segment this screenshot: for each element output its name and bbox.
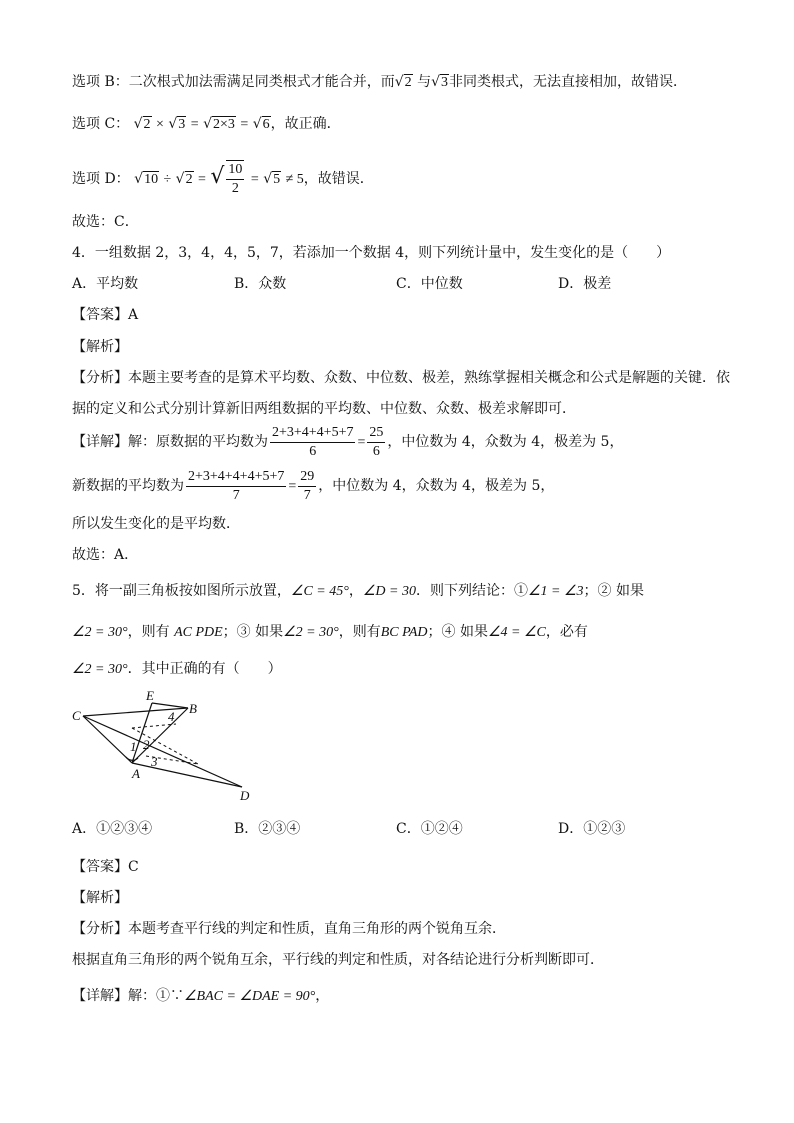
edge-c-d [83,716,242,787]
frac-den: 2 [226,179,244,198]
sqrt-fraction [226,160,244,198]
angle1-eq-angle3: ∠1 = ∠3 [527,584,584,599]
angle2-30-b: ∠2 = 30° [283,625,339,640]
q4-option-a: A．平均数 [72,276,139,292]
edge-e-b [152,703,188,708]
q5-note: 根据直角三角形的两个锐角互余，平行线的判定和性质，对各结论进行分析判断即可． [72,952,604,968]
frac-num: 10 [228,162,243,177]
q5-l2-d: ；④ 如果 [427,624,488,640]
fraction-old-mean [270,424,355,461]
select-c: 故选：C． [72,214,139,230]
q5-detail [72,986,329,1007]
q5-option-a: A．①②③④ [72,821,153,837]
q4-select: 故选：A． [72,547,139,563]
new-sum: 2+3+4+4+4+5+7 [188,468,285,484]
label-d: D [240,788,250,803]
new-count: 7 [186,486,286,505]
new-result-num: 29 [300,468,315,484]
fraction-old-result [367,424,385,461]
q4-conclusion: 所以发生变化的是平均数． [72,516,240,532]
option-b-line: 选项 B：二次根式加法需满足同类根式才能合并，而√2 与√3非同类根式，无法直接相加，故错误． [72,74,688,90]
sqrt-2b: 2 [185,172,193,187]
times-sign: × [156,117,164,132]
q4-option-d: D．极差 [558,276,612,292]
q5-l1-sep: ， [348,583,363,599]
equals-sign: = [190,117,199,132]
label-a: A [132,766,140,781]
q5-option-c: C．①②④ [396,821,463,837]
q4-option-b: B．众数 [234,276,287,292]
q5-l1-a: 5．将一副三角板按如图所示放置， [72,583,291,599]
sqrt-3: 3 [441,75,449,90]
option-b-prefix: 选项 B：二次根式加法需满足同类根式才能合并，而 [72,74,395,90]
q4-new-suffix: ，中位数为 4，众数为 4，极差为 5， [318,478,555,494]
edge-a-d [132,763,242,787]
q5-detail-suffix: ， [315,988,330,1004]
q5-fenxi: 【分析】本题考查平行线的判定和性质，直角三角形的两个锐角互余． [72,921,506,937]
label-1: 1 [130,739,137,754]
equals-sign-2: = [240,117,249,132]
q4-fenxi-1: 【分析】本题主要考查的是算术平均数、众数、中位数、极差，熟练掌握相关概念和公式是解题的关键．依 [72,370,730,386]
option-b-suffix: 非同类根式，无法直接相加，故错误． [449,74,688,90]
equals-new: = [288,479,297,494]
q4-detail-suffix: ，中位数为 4，众数为 4，极差为 5， [387,434,624,450]
q5-l3-a: ．其中正确的有（ ） [127,661,282,677]
old-result-num: 25 [369,424,384,440]
old-result-den: 6 [367,442,385,461]
edge-a-b [132,708,188,763]
triangle-boards-figure [68,686,268,806]
sqrt-b: 3 [178,117,186,132]
sqrt-10: 10 [144,172,159,187]
sqrt-c: 6 [262,117,270,132]
angle-c: ∠C = 45° [290,584,349,599]
q5-detail-math: ∠BAC = ∠DAE = 90° [184,989,316,1004]
sqrt-5: 5 [273,172,281,187]
q4-answer: 【答案】A [72,307,139,323]
q5-line-3 [72,659,282,680]
option-b-mid: 与 [417,74,432,90]
not-equal: ≠ 5 [285,172,304,187]
q4-option-c: C．中位数 [396,276,463,292]
option-c-prefix: 选项 C： [72,116,130,132]
label-b: B [189,701,197,716]
q5-l2-a: ，则有 [127,624,170,640]
angle4-eq-c: ∠4 = ∠C [488,625,546,640]
option-d-suffix: ，故错误． [303,171,374,187]
sqrt-2: 2 [404,75,412,90]
new-result-den: 7 [298,486,316,505]
label-e: E [146,688,154,703]
q4-analysis-title: 【解析】 [72,339,128,355]
q5-option-b: B．②③④ [234,821,301,837]
q5-line-2 [72,622,588,643]
q5-line-1 [72,581,644,602]
option-c-suffix: ，故正确． [270,116,341,132]
q5-detail-prefix: 【详解】解：①∵ [72,988,184,1004]
q5-l2-e: ，必有 [545,624,588,640]
option-c-line: 选项 C： √2 × √3 = √2×3 = √6，故正确． [72,116,341,132]
angle2-30-c: ∠2 = 30° [72,662,128,677]
equals-sign-4: = [250,172,259,187]
ac-parallel-de: AC PDE [174,625,223,640]
q4-new-line [72,466,554,507]
option-d-line: 选项 D： √10 ÷ √2 = √ $\frac{10}{2}$ = √5 ≠ 5，故错误． [72,162,374,196]
sqrt-ab: 2×3 [213,117,235,132]
q5-l2-b: ；③ 如果 [222,624,284,640]
label-c: C [72,708,81,723]
label-2: 2 [143,737,150,752]
q4-fenxi-2: 据的定义和公式分别计算新旧两组数据的平均数、中位数、众数、极差求解即可． [72,401,576,417]
label-4: 4 [168,709,175,724]
q4-new-prefix: 新数据的平均数为 [72,478,184,494]
fraction-new-result [298,468,316,505]
angle-d: ∠D = 30 [362,584,416,599]
q5-option-d: D．①②③ [558,821,626,837]
equals-sign-3: = [198,172,206,187]
q5-analysis-title: 【解析】 [72,890,128,906]
q4-detail-prefix: 【详解】解：原数据的平均数为 [72,434,268,450]
sqrt-a: 2 [143,117,151,132]
label-3: 3 [151,754,158,769]
q4-stem: 4．一组数据 2，3，4，4，5，7，若添加一个数据 4，则下列统计量中，发生变化的是（ ） [72,245,671,261]
equals-old: = [357,435,366,450]
q5-answer: 【答案】C [72,859,139,875]
divide-sign: ÷ [163,172,172,187]
q4-detail-line [72,422,623,463]
angle2-30: ∠2 = 30° [72,625,128,640]
bc-parallel-ad: BC PAD [380,625,428,640]
old-sum: 2+3+4+4+5+7 [272,424,354,440]
option-d-prefix: 选项 D： [72,171,130,187]
q5-l2-c: ，则有 [338,624,381,640]
edge-c-a [83,716,132,763]
fraction-new-mean [186,468,286,505]
q5-l1-c: ；② 如果 [583,583,644,599]
q5-l1-b: ．则下列结论：① [415,583,528,599]
old-count: 6 [270,442,355,461]
